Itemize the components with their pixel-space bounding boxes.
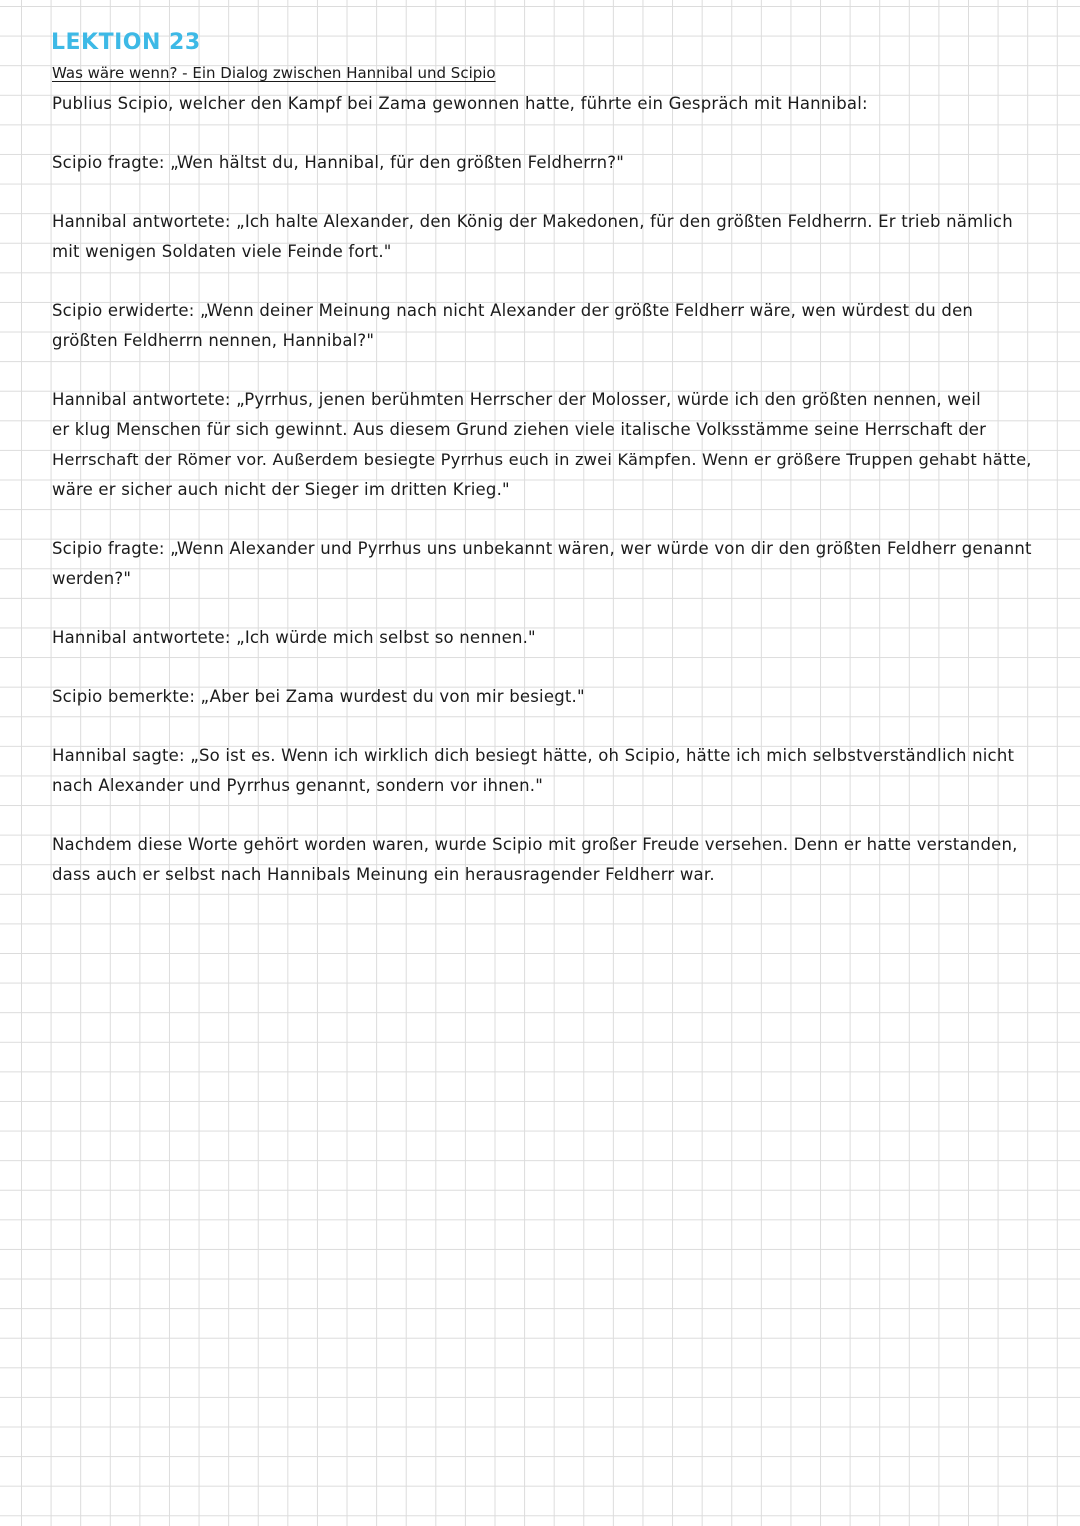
dialog-line: werden?" [52,569,132,588]
dialog-line: Herrschaft der Römer vor. Außerdem besiegte Pyrrhus euch in zwei Kämpfen. Wenn er größere Truppen gehabt hätte, [52,450,1032,469]
lesson-title: LEKTION 23 [51,30,201,55]
dialog-line: größten Feldherrn nennen, Hannibal?" [52,331,375,350]
dialog-line: Hannibal sagte: „So ist es. Wenn ich wirklich dich besiegt hätte, oh Scipio, hätte ich mich selbstverständlich nicht [52,746,1015,765]
dialog-line: Hannibal antwortete: „Ich würde mich selbst so nennen." [52,628,536,647]
dialog-line: Hannibal antwortete: „Ich halte Alexander, den König der Makedonen, für den größten Feldherrn. Er trieb nämlich [52,212,1013,231]
dialog-line: dass auch er selbst nach Hannibals Meinung ein herausragender Feldherr war. [52,865,715,884]
dialog-line: mit wenigen Soldaten viele Feinde fort." [52,242,392,261]
dialog-line: Scipio fragte: „Wenn Alexander und Pyrrhus uns unbekannt wären, wer würde von dir den größten Feldherr genannt [52,539,1032,558]
dialog-line: Hannibal antwortete: „Pyrrhus, jenen berühmten Herrscher der Molosser, würde ich den größten nennen, weil [52,390,981,409]
lesson-subtitle: Was wäre wenn? - Ein Dialog zwischen Hannibal und Scipio [52,64,496,82]
dialog-line: Scipio bemerkte: „Aber bei Zama wurdest du von mir besiegt." [52,687,585,706]
dialog-line: Nachdem diese Worte gehört worden waren, wurde Scipio mit großer Freude versehen. Denn er hatte verstanden, [52,835,1018,854]
intro-line: Publius Scipio, welcher den Kampf bei Zama gewonnen hatte, führte ein Gespräch mit Hannibal: [52,94,868,113]
dialog-line: wäre er sicher auch nicht der Sieger im dritten Krieg." [52,480,510,499]
dialog-line: er klug Menschen für sich gewinnt. Aus diesem Grund ziehen viele italische Volksstämme seine Herrschaft der [52,420,987,439]
dialog-line: nach Alexander und Pyrrhus genannt, sondern vor ihnen." [52,776,544,795]
dialog-line: Scipio erwiderte: „Wenn deiner Meinung nach nicht Alexander der größte Feldherr wäre, wen würdest du den [52,301,974,320]
dialog-line: Scipio fragte: „Wen hältst du, Hannibal, für den größten Feldherrn?" [52,153,624,172]
